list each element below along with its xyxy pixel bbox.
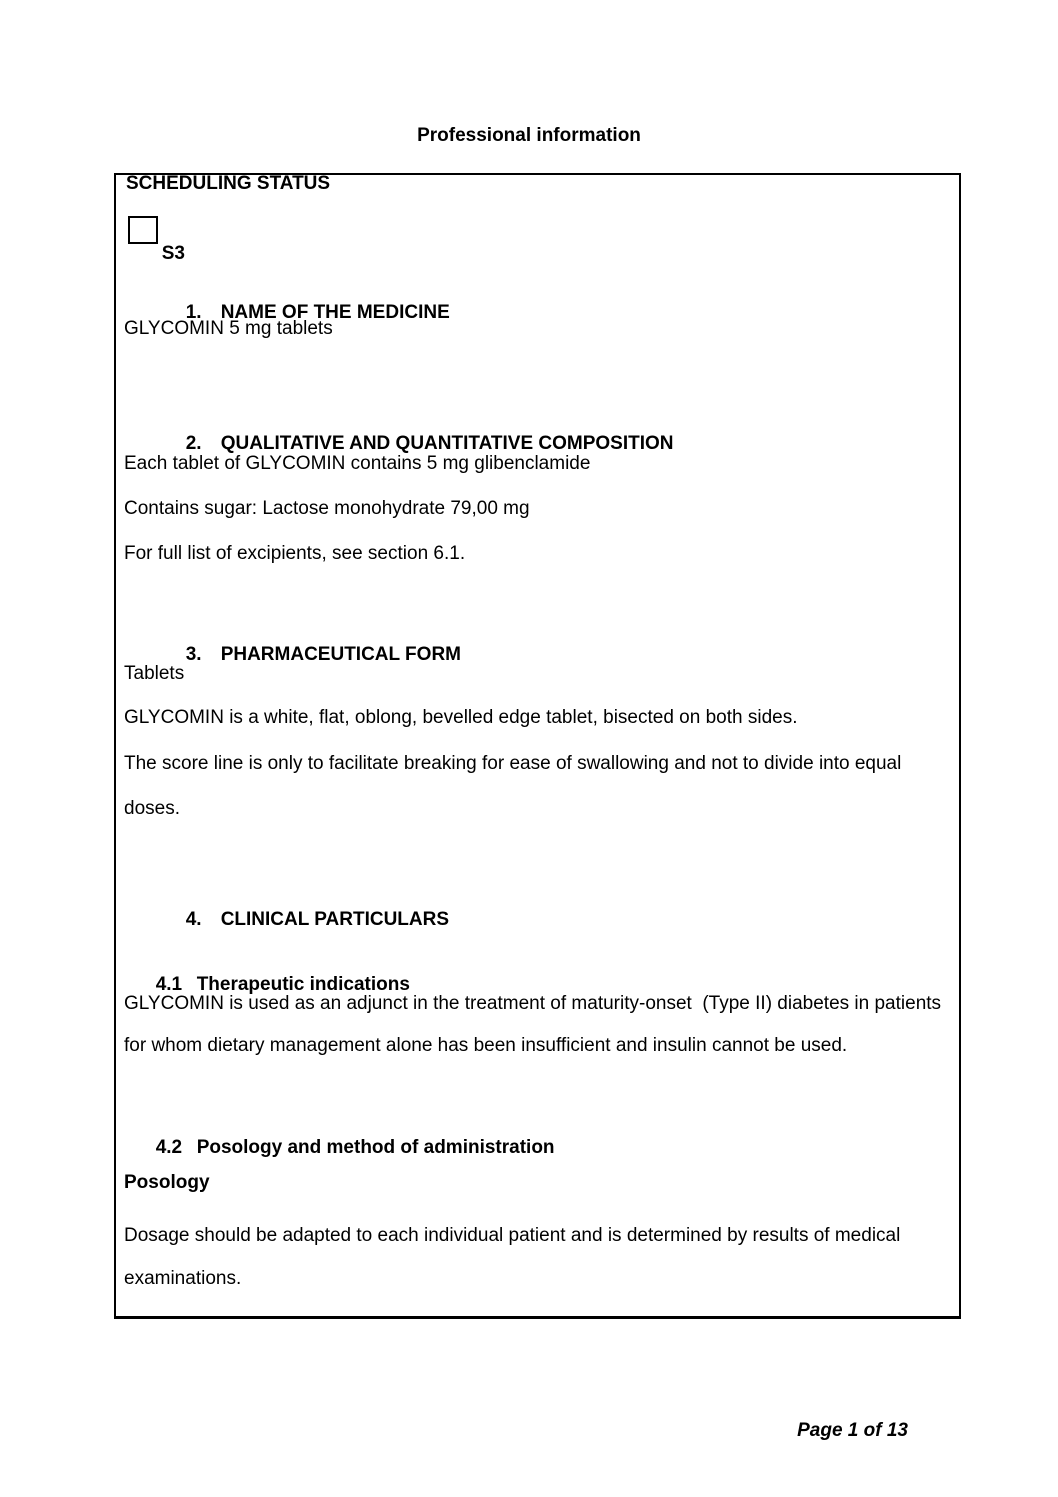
section-4-1-paragraph: for whom dietary management alone has been insufficient and insulin cannot be used. <box>124 1035 848 1056</box>
section-3-paragraph: GLYCOMIN is a white, flat, oblong, bevelled edge tablet, bisected on both sides. <box>124 707 798 728</box>
section-4-title: CLINICAL PARTICULARS <box>220 909 450 930</box>
section-4-heading <box>154 884 449 956</box>
page-title: Professional information <box>417 125 641 146</box>
section-3-number: 3. <box>185 644 202 665</box>
posology-subheading: Posology <box>124 1172 210 1193</box>
page-number: Page 1 of 13 <box>797 1420 908 1441</box>
section-1-paragraph: GLYCOMIN 5 mg tablets <box>124 318 333 339</box>
scheduling-status-heading: SCHEDULING STATUS <box>126 173 331 194</box>
scheduling-status-value: S3 <box>161 243 185 264</box>
section-3-paragraph: doses. <box>124 798 180 819</box>
section-1-number: 1. <box>185 302 202 323</box>
section-3-paragraph: The score line is only to facilitate breaking for ease of swallowing and not to divide into equal <box>124 753 902 774</box>
section-4-number: 4. <box>185 909 202 930</box>
section-4-2-number: 4.2 <box>155 1137 183 1158</box>
section-3-heading <box>154 619 461 691</box>
section-4-1-paragraph: GLYCOMIN is used as an adjunct in the treatment of maturity-onset (Type II) diabetes in patients <box>124 993 942 1014</box>
section-1-title: NAME OF THE MEDICINE <box>220 302 450 323</box>
section-4-1-number: 4.1 <box>155 974 183 995</box>
section-2-paragraph: For full list of excipients, see section 6.1. <box>124 543 466 564</box>
scheduling-status-badge <box>128 216 185 264</box>
section-4-2-title: Posology and method of administration <box>196 1137 555 1158</box>
section-3-title: PHARMACEUTICAL FORM <box>220 644 461 665</box>
section-2-title: QUALITATIVE AND QUANTITATIVE COMPOSITION <box>220 433 674 454</box>
section-2-paragraph: Each tablet of GLYCOMIN contains 5 mg glibenclamide <box>124 453 591 474</box>
section-2-number: 2. <box>185 433 202 454</box>
section-4-2-paragraph: Dosage should be adapted to each individual patient and is determined by results of medical <box>124 1225 901 1246</box>
content-border-box <box>114 173 961 1319</box>
section-4-1-title: Therapeutic indications <box>196 974 410 995</box>
section-2-paragraph: Contains sugar: Lactose monohydrate 79,00 mg <box>124 498 530 519</box>
section-4-2-paragraph: examinations. <box>124 1268 242 1289</box>
section-3-paragraph: Tablets <box>124 663 185 684</box>
